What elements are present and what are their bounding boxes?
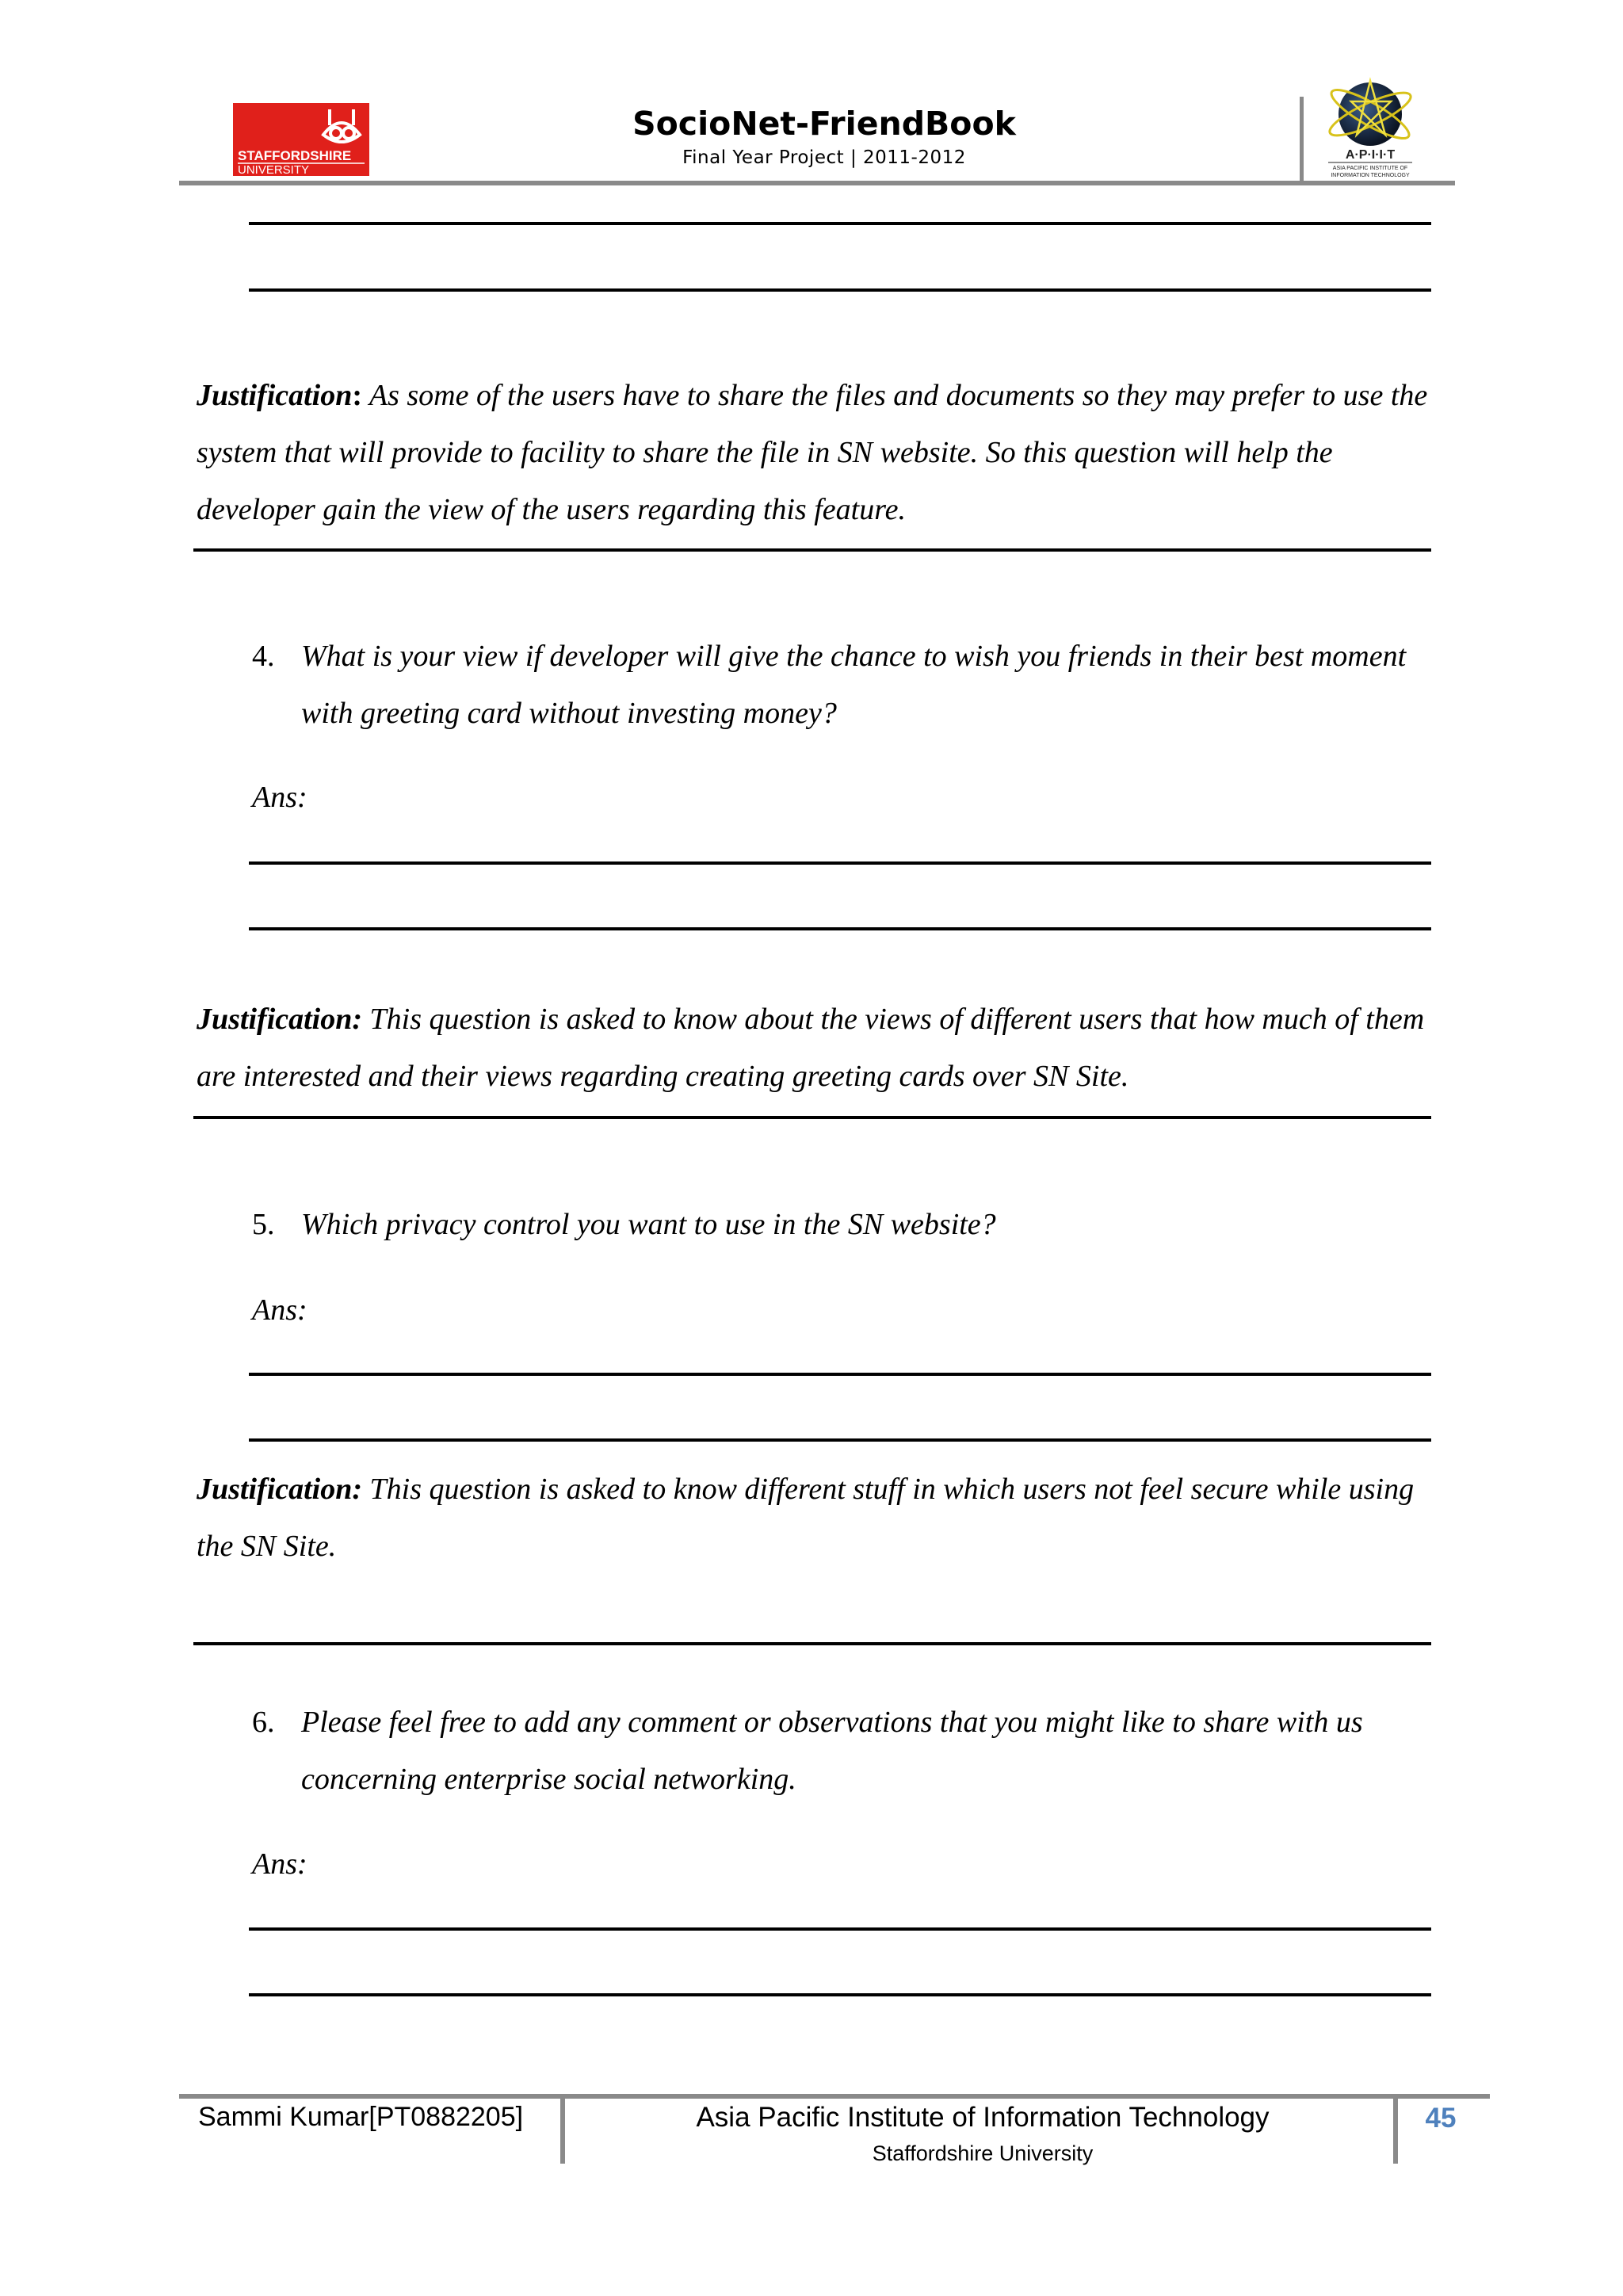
footer-institute: Asia Pacific Institute of Information Technology [696, 2102, 1270, 2133]
answer-label: Ans: [252, 1847, 307, 1881]
justification-text: This question is asked to know about the views of different users that how much of them are interested and their views regarding creating greeting cards over SN Site. [197, 1003, 1425, 1093]
justification-colon: : [352, 379, 363, 412]
question-5 [252, 1196, 1425, 1253]
answer-line [249, 927, 1431, 930]
document-subtitle: Final Year Project | 2011-2012 [682, 147, 966, 168]
question-text: What is your view if developer will give the chance to wish you friends in their best moment with greeting card without investing money? [301, 640, 1407, 730]
justification-text: As some of the users have to share the files and documents so they may prefer to use the system that will provide to facility to share the file in SN website. So this question will help the developer gain the view of the users regarding this feature. [197, 379, 1428, 526]
question-text: Please feel free to add any comment or observations that you might like to share with us concerning enterprise social networking. [301, 1706, 1363, 1796]
footer-author: Sammi Kumar[PT0882205] [198, 2102, 524, 2132]
svg-text:A·P·I·I·T: A·P·I·I·T [1345, 148, 1396, 162]
svg-text:ASIA PACIFIC INSTITUTE OF: ASIA PACIFIC INSTITUTE OF [1332, 166, 1408, 171]
answer-line [249, 288, 1431, 292]
answer-line [249, 1373, 1431, 1376]
svg-text:UNIVERSITY: UNIVERSITY [238, 163, 310, 176]
section-divider [193, 1642, 1431, 1645]
justification-text: This question is asked to know different stuff in which users not feel secure while using the SN Site. [197, 1473, 1415, 1563]
header-vertical-divider [1300, 97, 1304, 184]
question-number: 6. [252, 1706, 275, 1739]
answer-line [249, 861, 1431, 865]
staffordshire-university-logo [233, 103, 369, 176]
svg-text:STAFFORDSHIRE: STAFFORDSHIRE [238, 148, 352, 163]
justification-label: Justification: [197, 1473, 363, 1506]
document-title: SocioNet-FriendBook [632, 105, 1016, 143]
section-divider [193, 1116, 1431, 1119]
answer-label: Ans: [252, 781, 307, 814]
answer-line [249, 1438, 1431, 1442]
justification-q5 [197, 1461, 1417, 1575]
justification-q4 [197, 991, 1441, 1105]
answer-line [249, 1927, 1431, 1931]
answer-line [249, 1993, 1431, 1996]
answer-label: Ans: [252, 1293, 307, 1327]
section-divider [193, 548, 1431, 552]
page-number: 45 [1425, 2103, 1457, 2134]
svg-text:INFORMATION TECHNOLOGY: INFORMATION TECHNOLOGY [1331, 173, 1410, 178]
question-number: 4. [252, 640, 275, 673]
question-6 [252, 1694, 1425, 1808]
justification-label: Justification: [197, 1003, 363, 1036]
question-4 [252, 628, 1425, 742]
footer-top-rule [179, 2094, 1490, 2099]
footer-university: Staffordshire University [872, 2141, 1094, 2165]
justification-q3 [197, 367, 1441, 538]
question-text: Which privacy control you want to use in the SN website? [301, 1208, 996, 1241]
justification-label: Justification [197, 379, 353, 412]
header-bottom-rule [179, 181, 1455, 185]
question-number: 5. [252, 1208, 275, 1241]
footer-divider-left [560, 2095, 565, 2164]
apiit-globe-logo [1323, 73, 1417, 181]
answer-line [249, 222, 1431, 225]
